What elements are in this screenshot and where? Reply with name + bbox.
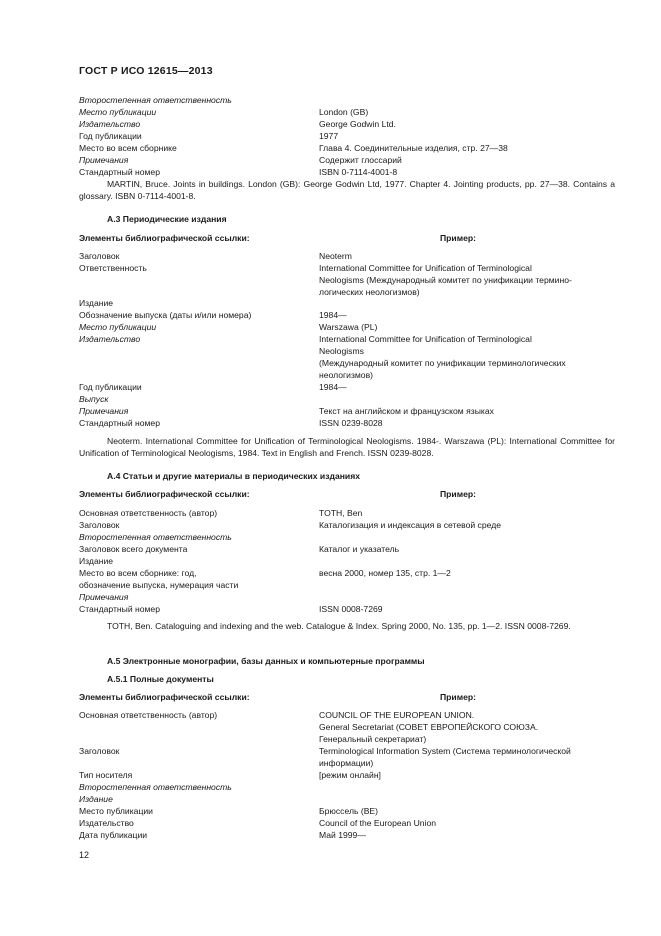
column-header-elements: Элементы библиографической ссылки:	[79, 233, 250, 243]
subsection-title-a5-1: А.5.1 Полные документы	[107, 674, 214, 684]
field-value: информации)	[319, 758, 374, 768]
field-value: Май 1999—	[319, 830, 366, 840]
field-label: Место публикации	[79, 107, 157, 117]
field-value: Глава 4. Соединительные изделия, стр. 27—38	[319, 143, 508, 153]
field-label: Место во всем сборнике	[79, 143, 177, 153]
field-label: Обозначение выпуска (даты и/или номера)	[79, 310, 252, 320]
field-label: Основная ответственность (автор)	[79, 508, 218, 518]
field-value: Council of the European Union	[319, 818, 437, 828]
field-value: 1984—	[319, 310, 347, 320]
field-label: Стандартный номер	[79, 604, 160, 614]
field-label: Примечания	[79, 155, 129, 165]
field-label: Место публикации	[79, 806, 153, 816]
section-title-a4: А.4 Статьи и другие материалы в периодических изданиях	[107, 471, 360, 481]
field-value: Содержит глоссарий	[319, 155, 402, 165]
document-header: ГОСТ Р ИСО 12615—2013	[79, 65, 213, 77]
field-label: Второстепенная ответственность	[79, 95, 232, 105]
field-label: Дата публикации	[79, 830, 148, 840]
field-label: Издательство	[79, 818, 134, 828]
field-value: Генеральный секретариат)	[319, 734, 427, 744]
field-value: TOTH, Ben	[319, 508, 363, 518]
column-header-example: Пример:	[440, 692, 476, 702]
field-label: Ответственность	[79, 263, 147, 273]
field-value: Каталог и указатель	[319, 544, 400, 554]
field-value: Каталогизация и индексация в сетевой среде	[319, 520, 502, 530]
field-label: Стандартный номер	[79, 418, 160, 428]
field-value: (Международный комитет по унификации терминологических	[319, 358, 566, 368]
citation-example: TOTH, Ben. Cataloguing and indexing and the web. Catalogue & Index. Spring 2000, No. 135, pp. 1—2. ISSN 0008-7269.	[107, 621, 571, 631]
field-label: Заголовок	[79, 251, 120, 261]
field-label: Заголовок	[79, 520, 120, 530]
field-value: International Committee for Unification of Terminological	[319, 263, 532, 273]
field-value: Брюссель (BE)	[319, 806, 379, 816]
field-value: ISSN 0239-8028	[319, 418, 383, 428]
field-label: Заголовок	[79, 746, 120, 756]
field-label: Второстепенная ответственность	[79, 782, 232, 792]
field-label: Примечания	[79, 592, 129, 602]
field-label: Издание	[79, 794, 113, 804]
field-value: COUNCIL OF THE EUROPEAN UNION.	[319, 710, 475, 720]
column-header-elements: Элементы библиографической ссылки:	[79, 489, 250, 499]
field-value: весна 2000, номер 135, стр. 1—2	[319, 568, 451, 578]
field-label: Место публикации	[79, 322, 157, 332]
field-value: ISBN 0-7114-4001-8	[319, 167, 398, 177]
field-value: Neologisms (Международный комитет по унификации термино-	[319, 275, 572, 285]
section-title-a5: А.5 Электронные монографии, базы данных и компьютерные программы	[107, 656, 425, 666]
field-value: Текст на английском и французском языках	[319, 406, 494, 416]
field-value: Terminological Information System (Система терминологической	[319, 746, 571, 756]
field-value: неологизмов)	[319, 370, 373, 380]
section-title-a3: А.3 Периодические издания	[107, 214, 227, 224]
field-label: Год публикации	[79, 131, 142, 141]
field-label: Примечания	[79, 406, 129, 416]
field-value: London (GB)	[319, 107, 369, 117]
column-header-elements: Элементы библиографической ссылки:	[79, 692, 250, 702]
field-value: ISSN 0008-7269	[319, 604, 383, 614]
field-value: 1984—	[319, 382, 347, 392]
field-label: Издание	[79, 298, 114, 308]
field-label: Год публикации	[79, 382, 142, 392]
field-value: Neoterm	[319, 251, 352, 261]
column-header-example: Пример:	[440, 233, 476, 243]
field-label: Издание	[79, 556, 114, 566]
citation-example: MARTIN, Bruce. Joints in buildings. London (GB): George Godwin Ltd, 1977. Chapter 4. Jointing products, pp. 27—38. Contains a glossary. ISBN 0-7114-4001-8.	[79, 179, 615, 201]
field-label: Второстепенная ответственность	[79, 532, 232, 542]
field-label: обозначение выпуска, нумерация части	[79, 580, 239, 590]
field-label: Основная ответственность (автор)	[79, 710, 218, 720]
field-label: Издательство	[79, 119, 141, 129]
field-value: International Committee for Unification of Terminological	[319, 334, 532, 344]
field-value: Neologisms	[319, 346, 364, 356]
field-value: Warszawa (PL)	[319, 322, 378, 332]
citation-example: Neoterm. International Committee for Unification of Terminological Neologisms. 1984-. Warszawa (PL): International Committee for Unification of Terminological Neologisms, 1984. Text in English and French. ISSN 0239-8028.	[79, 436, 615, 458]
field-value: George Godwin Ltd.	[319, 119, 396, 129]
field-label: Выпуск	[79, 394, 109, 404]
field-value: [режим онлайн]	[319, 770, 381, 780]
field-label: Место во всем сборнике: год,	[79, 568, 197, 578]
field-value: General Secretariat (СОВЕТ ЕВРОПЕЙСКОГО СОЮЗА.	[319, 722, 539, 732]
field-value: логических неологизмов)	[319, 287, 420, 297]
field-label: Стандартный номер	[79, 167, 160, 177]
column-header-example: Пример:	[440, 489, 476, 499]
field-label: Издательство	[79, 334, 141, 344]
field-value: 1977	[319, 131, 339, 141]
field-label: Заголовок всего документа	[79, 544, 188, 554]
page-number: 12	[79, 850, 90, 860]
field-label: Тип носителя	[79, 770, 133, 780]
